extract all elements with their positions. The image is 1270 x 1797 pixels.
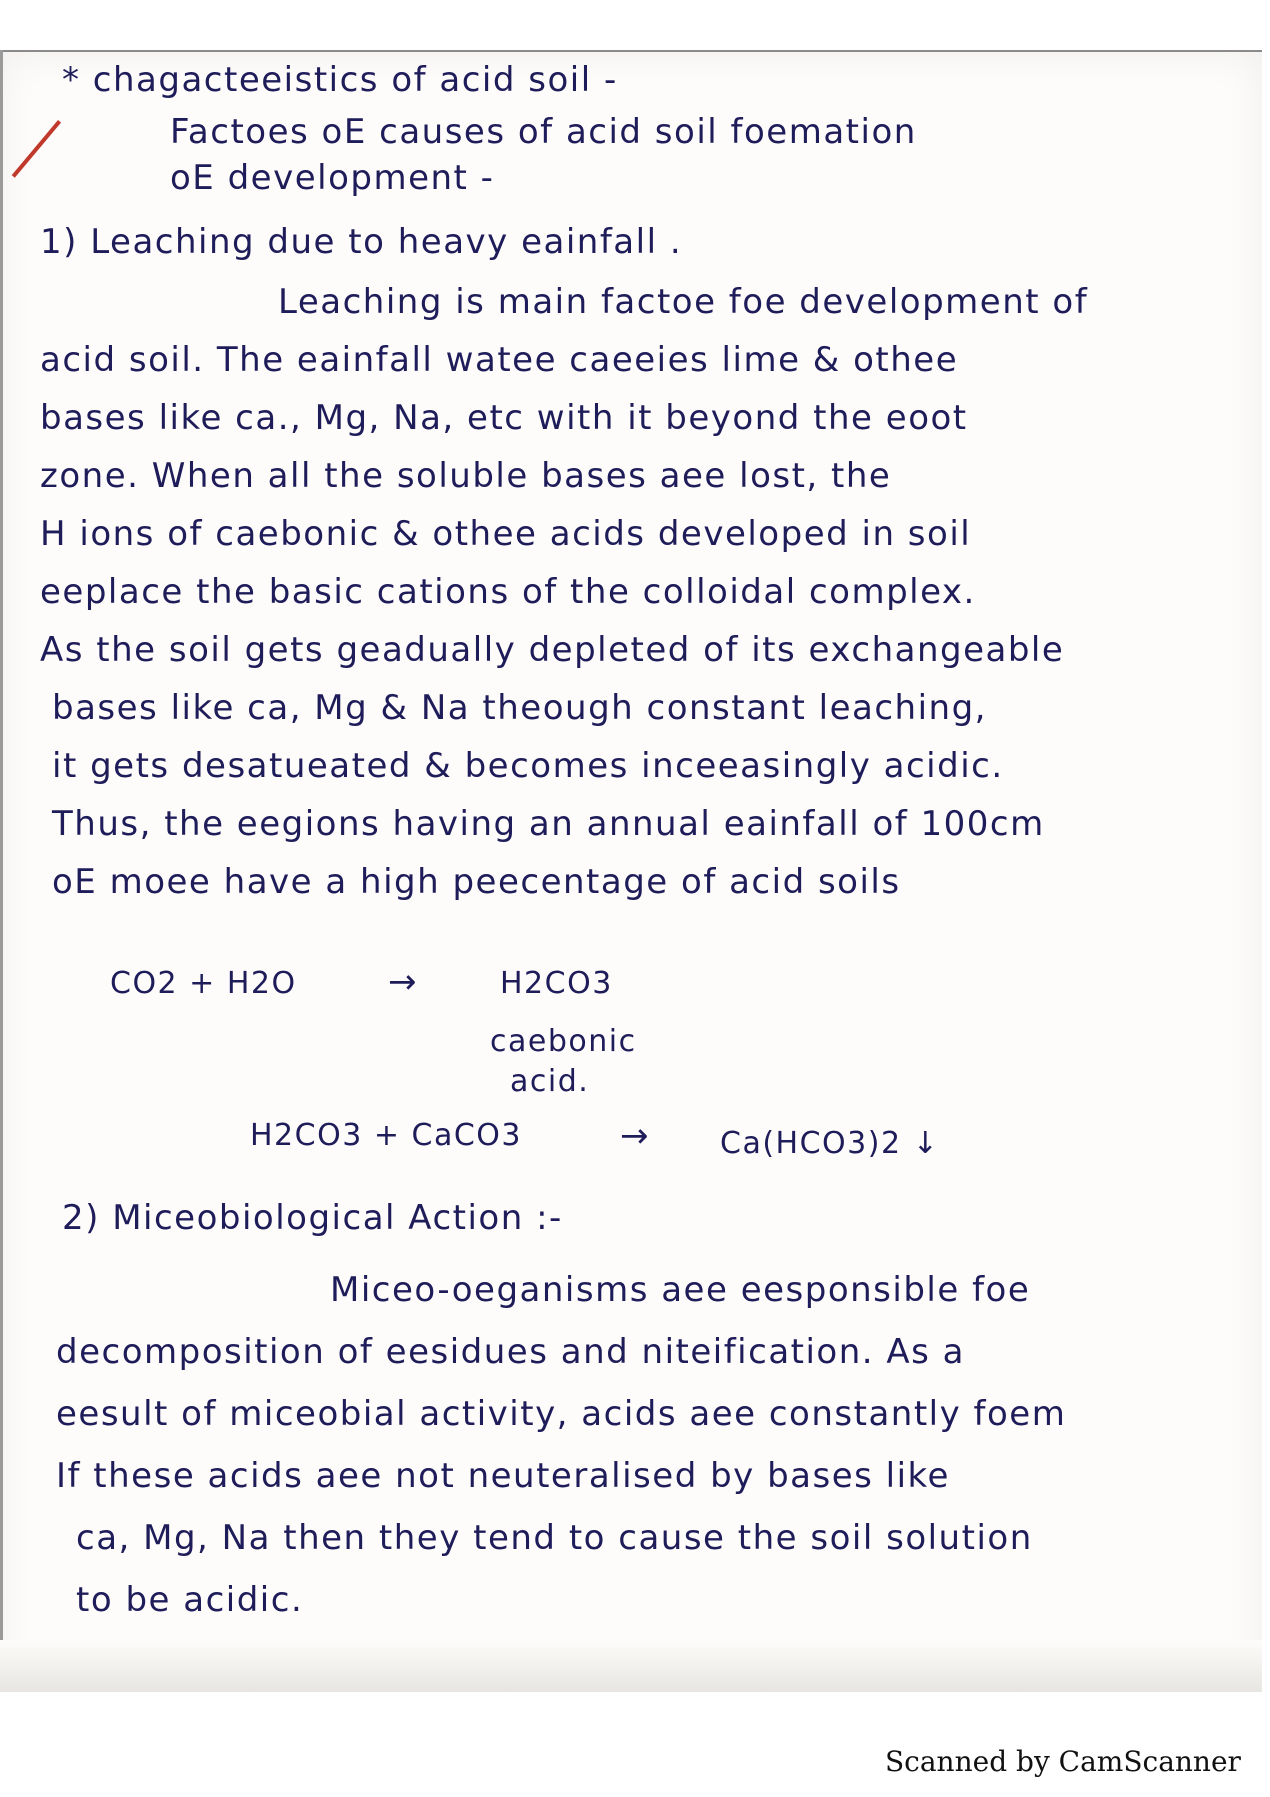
section-1-line: Leaching is main factoe foe development of (278, 282, 1089, 322)
equation-2-reactants: H2CO3 + CaCO3 (250, 1118, 522, 1153)
section-1-line: eeplace the basic cations of the colloidal complex. (40, 572, 976, 612)
section-2-line: eesult of miceobial activity, acids aee constantly foem (56, 1394, 1067, 1434)
equation-1-reactants: CO2 + H2O (110, 966, 297, 1001)
subtitle-line-1: Factoes oE causes of acid soil foemation (170, 112, 917, 152)
equation-1-product-name: acid. (510, 1064, 590, 1099)
section-1-heading: 1) Leaching due to heavy eainfall . (40, 222, 683, 262)
section-1-line: bases like ca, Mg & Na theough constant leaching, (52, 688, 987, 728)
section-1-line: As the soil gets geadually depleted of its exchangeable (40, 630, 1065, 670)
page-bottom-shade (0, 1640, 1262, 1692)
section-1-line: Thus, the eegions having an annual eainfall of 100cm (52, 804, 1045, 844)
page-title: * chagacteeistics of acid soil - (62, 60, 618, 100)
section-1-line: bases like ca., Mg, Na, etc with it beyond the eoot (40, 398, 968, 438)
section-2-line: to be acidic. (76, 1580, 304, 1620)
section-2-line: If these acids aee not neuteralised by bases like (56, 1456, 950, 1496)
subtitle-line-2: oE development - (170, 158, 495, 198)
section-2-line: Miceo-oeganisms aee eesponsible foe (330, 1270, 1031, 1310)
scanner-watermark: Scanned by CamScanner (885, 1745, 1241, 1778)
page-edge-left (0, 50, 3, 1690)
section-1-line: oE moee have a high peecentage of acid soils (52, 862, 901, 902)
equation-1-product: H2CO3 (500, 966, 613, 1001)
section-1-line: acid soil. The eainfall watee caeeies lime & othee (40, 340, 959, 380)
section-1-line: it gets desatueated & becomes inceeasingly acidic. (52, 746, 1004, 786)
section-2-heading: 2) Miceobiological Action :- (62, 1198, 563, 1238)
section-2-line: ca, Mg, Na then they tend to cause the soil solution (76, 1518, 1033, 1558)
equation-1-product-name: caebonic (490, 1024, 637, 1059)
section-1-line: zone. When all the soluble bases aee lost, the (40, 456, 892, 496)
equation-1-arrow: → (388, 962, 418, 1002)
section-1-line: H ions of caebonic & othee acids developed in soil (40, 514, 972, 554)
equation-2-product: Ca(HCO3)2 ↓ (720, 1126, 940, 1161)
section-2-line: decomposition of eesidues and niteification. As a (56, 1332, 966, 1372)
equation-2-arrow: → (620, 1116, 650, 1156)
